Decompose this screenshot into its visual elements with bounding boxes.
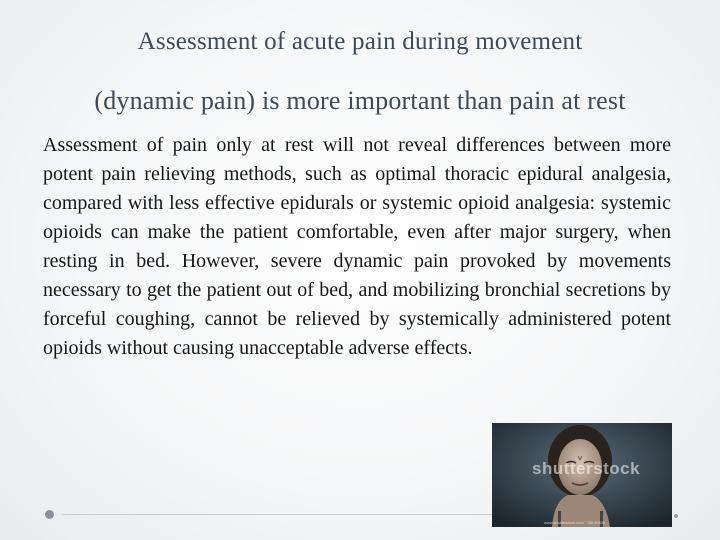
stock-caption: www.shutterstock.com · 98130839 bbox=[544, 520, 606, 525]
pained-woman-photo bbox=[492, 423, 672, 527]
slide-body-text: Assessment of pain only at rest will not reveal differences between more potent pain relieving methods, such as optimal thoracic epidural analgesia, compared with less effective epidurals or systemic opioid analgesia: systemic opioids can make the patient comfortable, even after major surgery, when resting in bed. However, severe dynamic pain provoked by movements necessary to get the patient out of bed, and mobilizing bronchial secretions by forceful coughing, cannot be relieved by systemically administered potent opioids without causing unacceptable adverse effects. bbox=[43, 134, 671, 359]
stock-watermark: shutterstock bbox=[532, 459, 641, 478]
small-dot-icon bbox=[674, 514, 678, 518]
slide-title-line-1: Assessment of acute pain during movement bbox=[137, 28, 583, 55]
bottom-divider bbox=[62, 514, 492, 515]
decorative-dot-icon bbox=[45, 510, 54, 519]
slide-title-line-2: (dynamic pain) is more important than pain at rest bbox=[94, 86, 626, 115]
